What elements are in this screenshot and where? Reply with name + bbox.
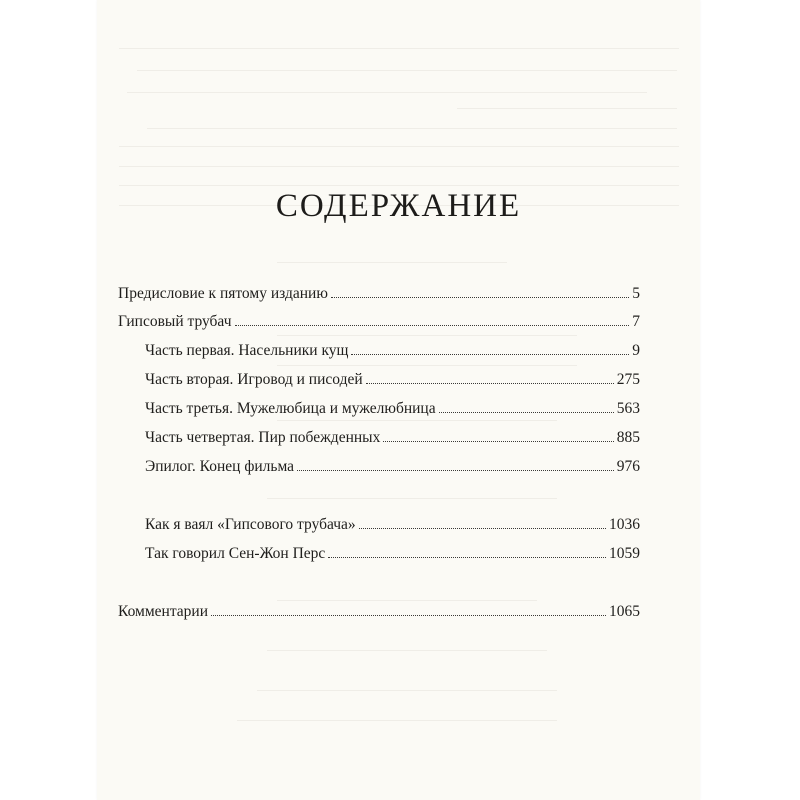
toc-page-number: 1059: [609, 545, 640, 562]
toc-entry: [145, 458, 640, 476]
toc-entry-label: Гипсовый трубач: [118, 313, 232, 330]
dot-leader: [211, 615, 606, 616]
toc-page-number: 9: [632, 342, 640, 359]
toc-entry-label: Комментарии: [118, 603, 208, 620]
toc-page-number: 885: [616, 429, 640, 446]
toc-entry: [118, 313, 640, 331]
toc-page-number: 1036: [609, 516, 640, 533]
toc-entry: [118, 603, 640, 621]
toc-entry-label: Часть первая. Насельники кущ: [145, 342, 349, 359]
toc-entry: [145, 342, 640, 360]
dot-leader: [235, 325, 630, 326]
page-title: СОДЕРЖАНИЕ: [275, 188, 522, 224]
dot-leader: [351, 354, 629, 355]
toc-page-number: 976: [616, 458, 640, 475]
toc-entry: [145, 429, 640, 447]
toc-entry-label: Часть третья. Мужелюбица и мужелюбница: [145, 400, 436, 417]
toc-page-number: 1065: [609, 603, 640, 620]
toc-entry-label: Предисловие к пятому изданию: [118, 285, 328, 302]
toc-entry: [145, 545, 640, 563]
toc-entry-label: Часть вторая. Игровод и писодей: [145, 371, 363, 388]
toc-entry: [118, 285, 640, 303]
toc-page-number: 275: [616, 371, 640, 388]
dot-leader: [383, 441, 613, 442]
toc-entry: [145, 400, 640, 418]
dot-leader: [439, 412, 614, 413]
toc-entry: [145, 371, 640, 389]
toc-entry: [145, 516, 640, 534]
dot-leader: [366, 383, 614, 384]
toc-entry-label: Эпилог. Конец фильма: [145, 458, 295, 475]
dot-leader: [359, 528, 606, 529]
toc-page-number: 563: [616, 400, 640, 417]
dot-leader: [328, 557, 606, 558]
toc-page-number: 5: [632, 285, 640, 302]
table-of-contents: [97, 0, 700, 800]
dot-leader: [331, 297, 629, 298]
toc-page-number: 7: [632, 313, 640, 330]
toc-entry-label: Как я ваял «Гипсового трубача»: [145, 516, 356, 533]
dot-leader: [297, 470, 614, 471]
toc-entry-label: Часть четвертая. Пир побежденных: [145, 429, 381, 446]
book-page: [97, 0, 700, 800]
toc-entry-label: Так говорил Сен-Жон Перс: [145, 545, 326, 562]
